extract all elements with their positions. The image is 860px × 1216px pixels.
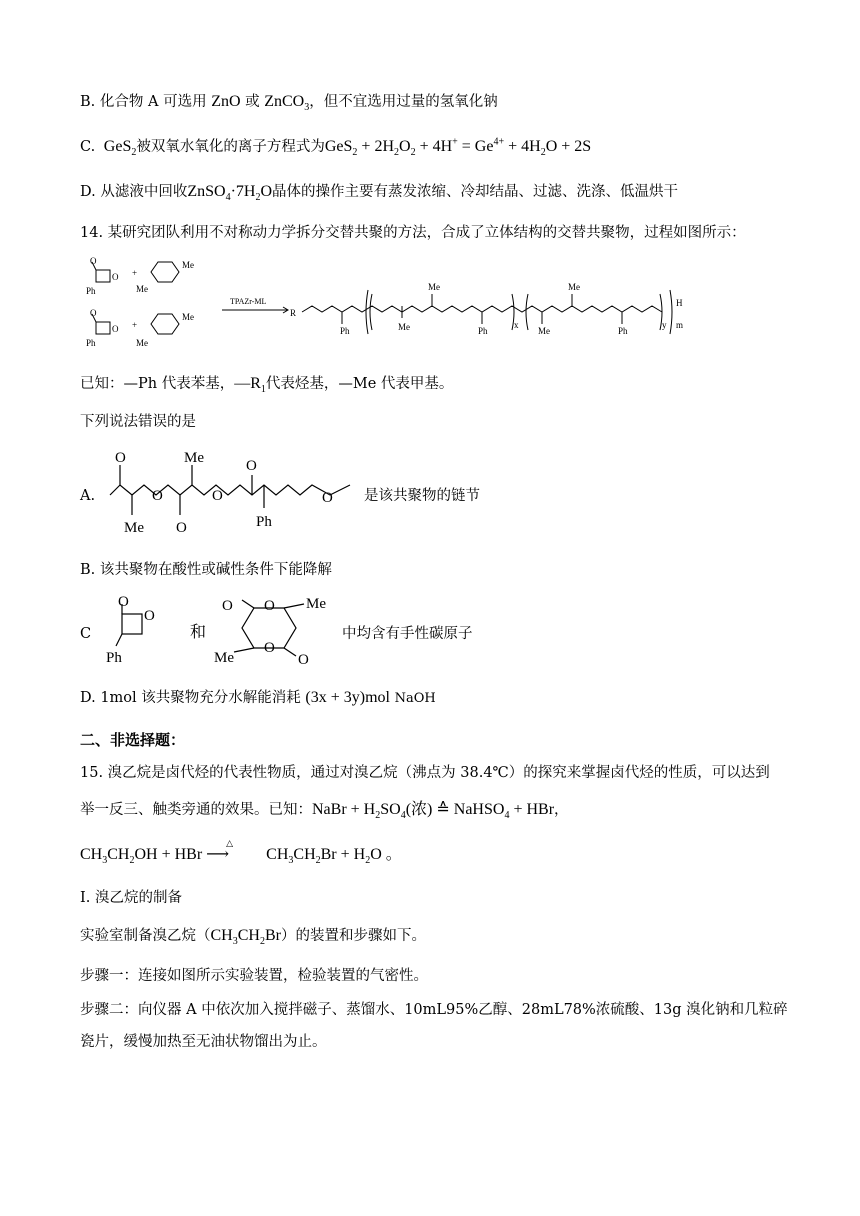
naoh-label: NaOH — [394, 691, 436, 706]
q15-known-prefix: 举一反三、触类旁通的效果。已知： — [80, 802, 312, 818]
q13-option-d — [80, 182, 678, 202]
q15-step2-a: 步骤二：向仪器 A 中依次加入搅拌磁子、蒸馏水、10mL95%乙醇、28mL78%浓硫酸、13g 溴化钠和几粒碎 — [80, 1002, 788, 1018]
label-me: Me — [136, 338, 148, 348]
polymer-backbone — [302, 306, 662, 312]
ethyl-bromide-formula: $CH_3CH_2Br$ — [210, 927, 281, 948]
label-me: Me — [306, 596, 326, 612]
r1-symbol: $—R_1$ — [234, 375, 266, 396]
znso4-formula: $ZnSO_4\cdot 7H_2O$ — [187, 183, 273, 204]
prep-prefix: 实验室制备溴乙烷（ — [80, 928, 211, 944]
q15-line1: 15. 溴乙烷是卤代烃的代表性物质，通过对溴乙烷（沸点为 38.4℃）的探究来掌握卤代烃的性质，可以达到 — [80, 765, 770, 781]
q13-option-c — [80, 137, 591, 157]
polymerization-scheme — [80, 252, 700, 362]
zno-formula: ZnO — [211, 93, 241, 110]
label-m: m — [676, 320, 684, 330]
label-ph: Ph — [256, 514, 272, 530]
label-r1: R — [290, 308, 297, 318]
q15-step2-b: 瓷片，缓慢加热至无油状物馏出为止。 — [80, 1034, 327, 1050]
lactide-structure — [214, 590, 344, 668]
label-o: O — [212, 488, 223, 504]
label-y: y — [662, 320, 667, 330]
label-o: O — [152, 488, 163, 504]
option-c-text: 被双氧水氧化的离子方程式为 — [136, 139, 325, 155]
label-me: Me — [182, 260, 194, 270]
label-o: O — [90, 308, 97, 318]
label-h: H — [676, 298, 683, 308]
label-me: Me — [136, 284, 148, 294]
lactone-ring-1 — [96, 270, 110, 282]
lactone-ring-2 — [96, 322, 110, 334]
label-me: Me — [568, 282, 580, 292]
known-text: 已知：—Ph 代表苯基， — [80, 376, 235, 392]
and-text: 和 — [190, 622, 207, 641]
q14-option-a-label: A. — [80, 488, 96, 504]
q14-option-a-suffix: 是该共聚物的链节 — [364, 488, 480, 504]
znco3-formula: ZnCO$_3$ — [264, 93, 310, 114]
label-o: O — [246, 458, 257, 474]
bracket-y-left — [526, 294, 528, 330]
label-me: Me — [124, 520, 144, 536]
catalyst-label: TPAZr-ML — [230, 297, 267, 306]
label-ph: Ph — [618, 326, 628, 336]
ionic-equation: $GeS_2 + 2H_2O_2 + 4H^+ = Ge^{4+} + 4H_2O + 2S$ — [324, 136, 592, 159]
repeat-unit-structure — [100, 440, 360, 540]
bracket-m-left — [366, 290, 368, 334]
q15-prep — [80, 926, 426, 946]
naoh-amount: (3x + 3y)mol — [305, 689, 390, 706]
option-d-suffix: 晶体的操作主要有蒸发浓缩、冷却结晶、过滤、洗涤、低温烘干 — [272, 184, 679, 200]
q14-question: 下列说法错误的是 — [80, 414, 196, 430]
q13-option-b — [80, 92, 498, 112]
label-ph: Ph — [86, 338, 96, 348]
label-o: O — [115, 450, 126, 466]
nabr-reaction: NaBr + $H_2SO_4$(浓) ≙ NaHSO$_4$ + HBr — [312, 801, 555, 822]
label-o: O — [118, 594, 129, 610]
q14-option-c-label: C — [80, 626, 92, 642]
q15-part1: I. 溴乙烷的制备 — [80, 890, 182, 906]
label-o: O — [322, 490, 333, 506]
ges2-formula: GeS$_2$ — [99, 138, 137, 159]
label-o: O — [176, 520, 187, 536]
label-o: O — [90, 256, 97, 266]
label-me: Me — [538, 326, 550, 336]
known-r1-text: 代表烃基，—Me 代表甲基。 — [265, 376, 454, 392]
ethanol-reaction: $CH_3CH_2OH$ + HBr △ ⟶ $CH_3CH_2Br + H_2O$ 。 — [80, 838, 402, 867]
label-o: O — [144, 608, 155, 624]
label-me: Me — [184, 450, 204, 466]
label-x: x — [514, 320, 519, 330]
label-ph: Ph — [86, 286, 96, 296]
label-me: Me — [428, 282, 440, 292]
option-c-label: C. — [80, 139, 96, 155]
q14-stem: 14. 某研究团队利用不对称动力学拆分交替共聚的方法，合成了立体结构的交替共聚物，过程如图所示： — [80, 225, 746, 241]
label-o: O — [112, 324, 119, 334]
label-o: O — [222, 598, 233, 614]
option-b-text: B. 化合物 A 可选用 — [80, 94, 207, 110]
bracket-x-left — [370, 294, 372, 330]
option-d-text: D. 从滤液中回收 — [80, 184, 188, 200]
heat-arrow: △ ⟶ — [206, 838, 234, 863]
label-o: O — [264, 598, 275, 614]
label-me: Me — [182, 312, 194, 322]
lactide-ring-1 — [151, 262, 179, 282]
q14-option-d — [80, 688, 436, 709]
label-ph: Ph — [478, 326, 488, 336]
label-o: O — [112, 272, 119, 282]
label-me: Me — [214, 650, 234, 666]
section-heading: 二、非选择题： — [80, 731, 186, 749]
label-ph: Ph — [106, 650, 122, 666]
option-d-prefix: D. 1mol 该共聚物充分水解能消耗 — [80, 690, 301, 706]
label-o: O — [298, 652, 309, 668]
concentrated-label: 浓 — [411, 801, 428, 818]
label-plus: + — [132, 268, 138, 278]
label-me: Me — [398, 322, 410, 332]
q14-option-c-suffix: 中均含有手性碳原子 — [342, 626, 473, 642]
label-o: O — [264, 640, 275, 656]
q14-known — [80, 374, 453, 394]
bracket-m-right — [670, 290, 672, 334]
prep-suffix: ）的装置和步骤如下。 — [280, 928, 426, 944]
option-b-suffix: ，但不宜选用过量的氢氧化钠 — [309, 94, 498, 110]
lactone-structure — [100, 592, 160, 668]
q15-line2: 举一反三、触类旁通的效果。已知：NaBr + $H_2SO_4$(浓) ≙ NaHSO$_4$ + HBr， — [80, 801, 569, 822]
lactide-ring-2 — [151, 314, 179, 334]
label-ph: Ph — [340, 326, 350, 336]
label-plus: + — [132, 320, 138, 330]
option-b-or: 或 — [245, 94, 260, 110]
q15-step1: 步骤一：连接如图所示实验装置，检验装置的气密性。 — [80, 968, 428, 984]
q14-option-b: B. 该共聚物在酸性或碱性条件下能降解 — [80, 562, 332, 578]
